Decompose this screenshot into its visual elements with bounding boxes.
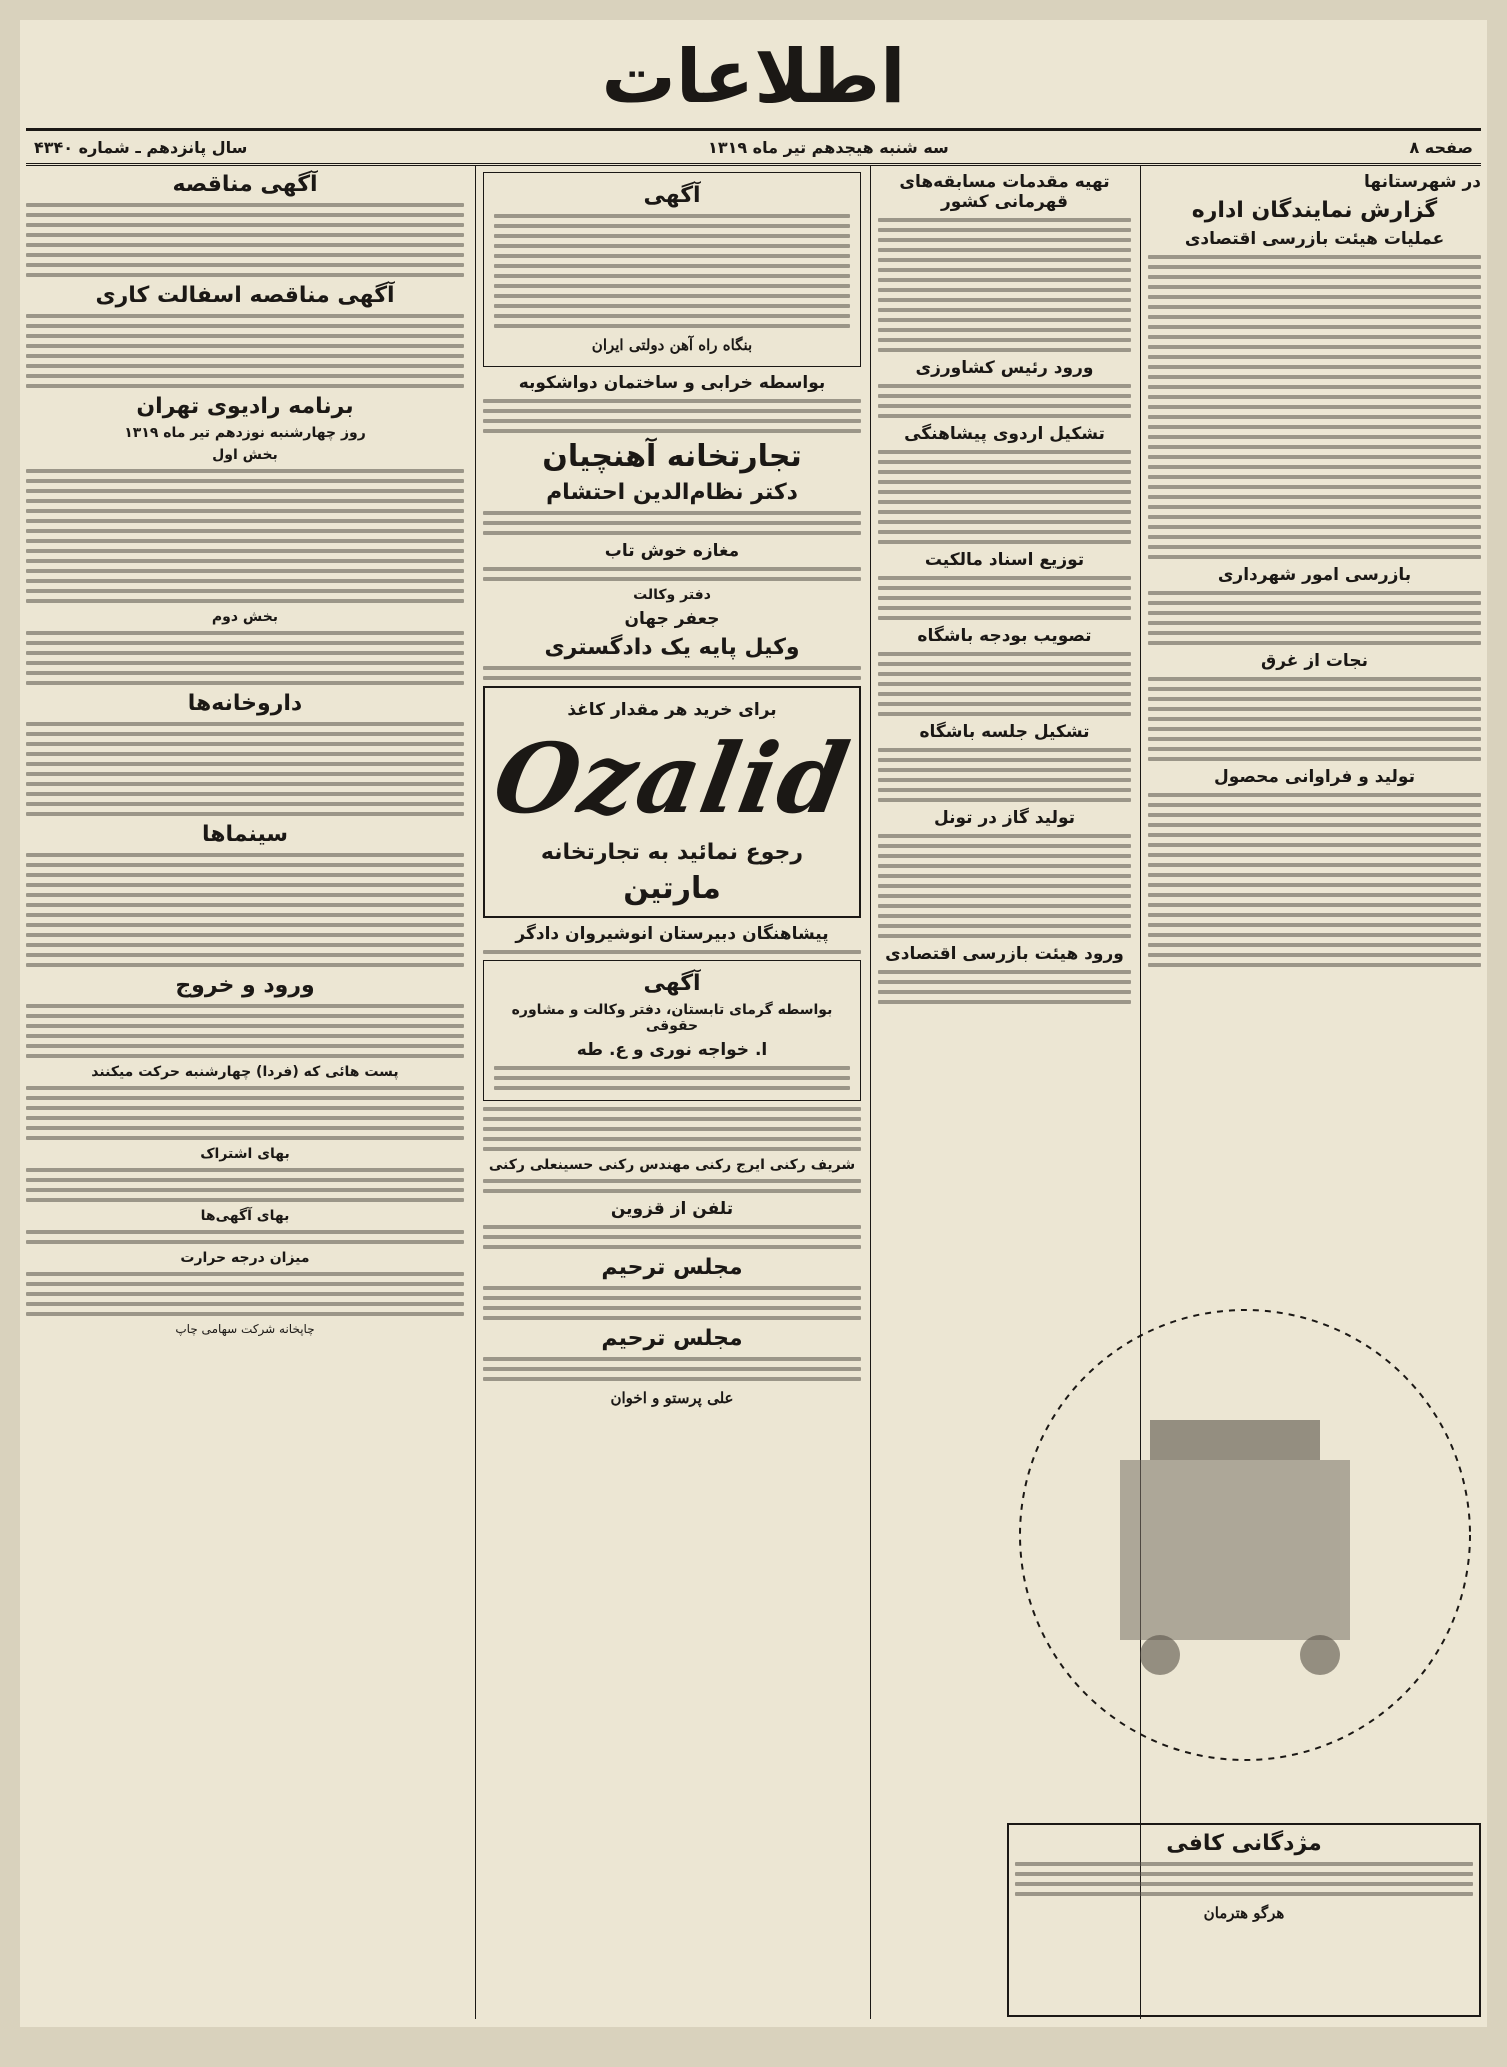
article-body — [1148, 677, 1481, 761]
article-body — [878, 970, 1131, 1004]
issue-number: سال پانزدهم ـ شماره ۴۳۴۰ — [34, 137, 248, 157]
ad-title: دکتر نظام‌الدین احتشام — [546, 480, 798, 505]
article-heading: تولید گاز در تونل — [933, 808, 1076, 828]
ad-line: برای خرید هر مقدار کاغذ — [567, 700, 777, 720]
ad-signature: هرگو هترمان — [1203, 1904, 1285, 1922]
ad-title: بواسطه خرابی و ساختمان دواشکوبه — [518, 373, 826, 393]
column-rule — [475, 166, 476, 2019]
pharmacy-title: داروخانه‌ها — [187, 691, 303, 716]
article-heading: تولید و فراوانی محصول — [1214, 767, 1415, 787]
ad-line: ا. خواجه نوری و ع. طه — [576, 1040, 768, 1060]
subscription-table — [26, 1168, 464, 1202]
ad-body — [483, 399, 861, 433]
ad-body — [494, 1066, 850, 1090]
ad-price-list — [26, 1230, 464, 1244]
ad-line: دفتر وکالت — [633, 587, 711, 603]
ad-body — [483, 1286, 861, 1320]
ad-title: آگهی — [643, 971, 701, 996]
article-body — [878, 834, 1131, 938]
article-body — [1148, 255, 1481, 559]
ad-price-title: بهای آگهی‌ها — [200, 1208, 290, 1224]
ad-signature: بنگاه راه آهن دولتی ایران — [591, 336, 753, 354]
header-bar — [26, 128, 1481, 166]
article-heading: عملیات هیئت بازرسی اقتصادی — [1184, 229, 1445, 249]
ad-line: رجوع نمائید به تجارتخانه — [540, 840, 804, 865]
ad-body — [26, 203, 464, 277]
post-list — [26, 1086, 464, 1140]
ad-railway — [483, 172, 861, 367]
article-body — [878, 652, 1131, 716]
ad-body — [483, 950, 861, 954]
temperature-table — [26, 1272, 464, 1316]
ad-title: آگهی — [643, 183, 701, 208]
article-body — [878, 450, 1131, 544]
radio-date: روز چهارشنبه نوزدهم تیر ماه ۱۳۱۹ — [124, 425, 366, 441]
ad-title: تجارتخانه آهنچیان — [542, 439, 802, 474]
arrivals-list — [26, 1004, 464, 1058]
section-label: در شهرستانها — [1364, 172, 1481, 192]
ad-law-office — [483, 960, 861, 1101]
ad-line: مارتین — [623, 871, 721, 906]
newspaper-page — [20, 20, 1487, 2027]
ad-body — [483, 1357, 861, 1381]
article-body — [878, 218, 1131, 352]
article-body — [878, 384, 1131, 418]
article-heading: تصویب بودجه باشگاه — [917, 626, 1092, 646]
article-body — [1148, 591, 1481, 645]
article-body — [878, 748, 1131, 802]
issue-date: سه شنبه هیجدهم تیر ماه ۱۳۱۹ — [708, 137, 949, 157]
ad-title: آگهی مناقصه اسفالت کاری — [95, 283, 395, 308]
article-body — [878, 576, 1131, 620]
radio-part: بخش اول — [212, 447, 278, 463]
ozalid-logo: Ozalid — [485, 722, 859, 835]
article-heading: توزیع اسناد مالکیت — [924, 550, 1085, 570]
ad-line: شریف رکنی ایرج رکنی مهندس رکنی حسینعلی رکنی — [488, 1157, 856, 1173]
radio-title: برنامه رادیوی تهران — [136, 394, 354, 419]
ad-title: مژدگانی کافی — [1166, 1831, 1322, 1856]
ad-body — [483, 1179, 861, 1193]
ad-body — [483, 567, 861, 581]
ad-body — [483, 666, 861, 680]
ad-line: بواسطه گرمای تابستان، دفتر وکالت و مشاوره حقوقی — [511, 1002, 833, 1034]
cinema-title: سینماها — [201, 822, 289, 847]
article-title: گزارش نمایندگان اداره — [1191, 198, 1438, 223]
ad-body — [483, 511, 861, 535]
article-heading: ورود رئیس کشاورزی — [915, 358, 1094, 378]
subscription-title: بهای اشتراک — [200, 1146, 290, 1162]
cinema-list — [26, 853, 464, 967]
ad-line: جعفر جهان — [624, 609, 720, 629]
ad-title: پیشاهنگان دبیرستان انوشیروان دادگر — [515, 924, 829, 944]
ad-body — [483, 1107, 861, 1151]
machine-illustration — [1010, 1300, 1480, 1770]
article-heading: تشکیل جلسه باشگاه — [919, 722, 1090, 742]
ad-ozalid — [483, 686, 861, 918]
radio-schedule — [26, 469, 464, 603]
column-ads — [477, 166, 867, 2019]
article-heading: تهیه مقدمات مسابقه‌های قهرمانی کشور — [899, 172, 1110, 212]
ad-title: تلفن از قزوین — [610, 1199, 734, 1219]
ad-title: مجلس ترحیم — [601, 1255, 743, 1280]
column-listings — [20, 166, 470, 2019]
post-title: پست هائی که (فردا) چهارشنبه حرکت میکنند — [91, 1064, 399, 1080]
page-number: صفحه ۸ — [1409, 137, 1473, 157]
ad-line: وکیل پایه یک دادگستری — [544, 635, 800, 660]
column-rule — [870, 166, 871, 2019]
ad-title: مجلس ترحیم — [601, 1326, 743, 1351]
ad-body — [483, 1225, 861, 1249]
ad-body — [494, 214, 850, 328]
article-heading: تشکیل اردوی پیشاهنگی — [904, 424, 1105, 444]
article-heading: نجات از غرق — [1261, 651, 1368, 671]
ad-title: مغازه خوش تاب — [604, 541, 740, 561]
ad-body — [1015, 1862, 1473, 1896]
ad-body — [26, 314, 464, 388]
radio-schedule — [26, 631, 464, 685]
ad-signature: علی پرستو و اخوان — [610, 1389, 734, 1407]
radio-part: بخش دوم — [211, 609, 279, 625]
article-heading: ورود هیئت بازرسی اقتصادی — [885, 944, 1124, 964]
ad-reward — [1007, 1823, 1481, 2017]
temperature-title: میزان درجه حرارت — [180, 1250, 310, 1266]
printer-credit: چاپخانه شرکت سهامی چاپ — [175, 1322, 315, 1336]
arrivals-title: ورود و خروج — [175, 973, 315, 998]
masthead: اطلاعات — [601, 34, 906, 120]
article-body — [1148, 793, 1481, 967]
article-heading: بازرسی امور شهرداری — [1217, 565, 1412, 585]
ad-title: آگهی مناقصه — [172, 172, 318, 197]
pharmacy-list — [26, 722, 464, 816]
